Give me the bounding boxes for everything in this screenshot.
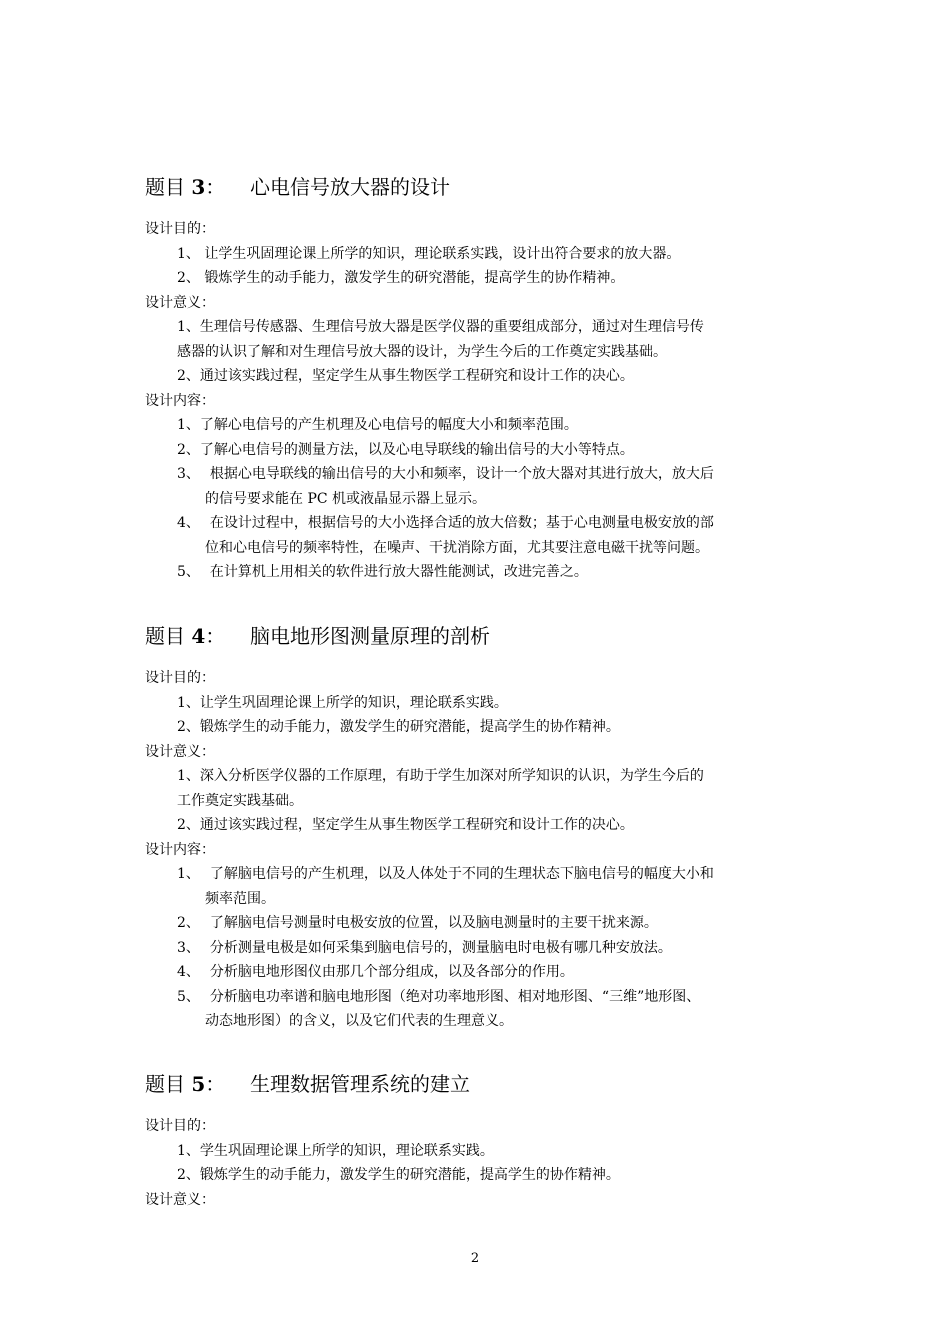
content-item: 2、了解心电信号的测量方法，以及心电导联线的输出信号的大小等特点。: [177, 441, 634, 458]
meaning-item: [145, 315, 815, 364]
item-number: 5、: [177, 564, 200, 580]
meaning-item: 2、通过该实践过程，坚定学生从事生物医学工程研究和设计工作的决心。: [177, 817, 634, 833]
item-text: 了解脑电信号的产生机理，以及人体处于不同的生理状态下脑电信号的幅度大小和: [209, 866, 714, 882]
item-text-continued: 动态地形图）的含义，以及它们代表的生理意义。: [205, 1013, 513, 1029]
item-number: 3、: [177, 466, 200, 482]
item-text: 了解脑电信号测量时电极安放的位置，以及脑电测量时的主要干扰来源。: [209, 915, 658, 931]
item-text: 分析脑电地形图仪由那几个部分组成，以及各部分的作用。: [209, 964, 574, 980]
page-number: 2: [470, 1251, 480, 1266]
content-label: 设计内容：: [145, 392, 215, 409]
content-item: [145, 985, 815, 1034]
topic-name: 脑电地形图测量原理的剖析: [250, 624, 490, 648]
content-item: [145, 862, 815, 911]
item-number: 5、: [177, 988, 200, 1005]
purpose-label: 设计目的：: [145, 221, 215, 237]
topic-name: 生理数据管理系统的建立: [250, 1072, 470, 1096]
item-text-continued: 位和心电信号的频率特性，在噪声、干扰消除方面，尤其要注意电磁干扰等问题。: [205, 539, 709, 556]
item-text: 分析测量电极是如何采集到脑电信号的，测量脑电时电极有哪几种安放法。: [209, 939, 672, 956]
content-item: [145, 936, 815, 961]
content-label: 设计内容：: [145, 841, 215, 858]
topic-number: 题目 5：: [145, 1072, 226, 1096]
content-item: [145, 911, 815, 936]
content-item: [145, 960, 815, 985]
topic-title: [145, 1068, 815, 1100]
content-item: [145, 462, 815, 511]
purpose-label: 设计目的：: [145, 670, 215, 686]
item-text: 在计算机上用相关的软件进行放大器性能测试，改进完善之。: [209, 564, 588, 580]
topic-title: [145, 171, 815, 203]
item-text: 根据心电导联线的输出信号的大小和频率，设计一个放大器对其进行放大，放大后: [209, 466, 714, 482]
item-number: 4、: [177, 964, 200, 980]
purpose-label: 设计目的：: [145, 1118, 215, 1134]
purpose-item: 1、让学生巩固理论课上所学的知识，理论联系实践。: [177, 694, 508, 711]
item-text: 在设计过程中，根据信号的大小选择合适的放大倍数；基于心电测量电极安放的部: [209, 515, 714, 531]
item-text-continued: 的信号要求能在 PC 机或液晶显示器上显示。: [205, 490, 487, 507]
topic-number: 题目 4：: [145, 624, 226, 648]
item-text: 分析脑电功率谱和脑电地形图（绝对功率地形图、相对地形图、“三维”地形图、: [209, 988, 701, 1005]
topic-title: [145, 620, 815, 652]
topic-section-3: [145, 171, 815, 585]
purpose-item: 2、锻炼学生的动手能力，激发学生的研究潜能，提高学生的协作精神。: [177, 719, 620, 735]
item-text-continued: 频率范围。: [205, 890, 275, 907]
meaning-item: [145, 764, 815, 813]
meaning-item-line: 1、深入分析医学仪器的工作原理，有助于学生加深对所学知识的认识，为学生今后的: [177, 768, 704, 784]
meaning-label: 设计意义：: [145, 1191, 215, 1208]
meaning-label: 设计意义：: [145, 743, 215, 760]
purpose-item: 1、 让学生巩固理论课上所学的知识，理论联系实践，设计出符合要求的放大器。: [177, 245, 681, 262]
topic-number: 题目 3：: [145, 175, 226, 199]
meaning-label: 设计意义：: [145, 294, 215, 311]
meaning-item: 2、通过该实践过程，坚定学生从事生物医学工程研究和设计工作的决心。: [177, 368, 634, 384]
content-item: 1、了解心电信号的产生机理及心电信号的幅度大小和频率范围。: [177, 417, 578, 433]
meaning-item-line: 1、生理信号传感器、生理信号放大器是医学仪器的重要组成部分，通过对生理信号传: [177, 319, 704, 335]
topic-section-5: [145, 1068, 815, 1212]
meaning-item-line: 工作奠定实践基础。: [177, 792, 303, 809]
item-number: 4、: [177, 515, 200, 531]
content-item: [145, 560, 815, 585]
item-number: 1、: [177, 866, 200, 882]
purpose-item: 1、学生巩固理论课上所学的知识，理论联系实践。: [177, 1142, 494, 1159]
topic-section-4: [145, 620, 815, 1034]
purpose-item: 2、锻炼学生的动手能力，激发学生的研究潜能，提高学生的协作精神。: [177, 1167, 620, 1183]
meaning-item-line: 感器的认识了解和对生理信号放大器的设计，为学生今后的工作奠定实践基础。: [177, 343, 667, 360]
item-number: 2、: [177, 915, 200, 931]
content-item: [145, 511, 815, 560]
topic-name: 心电信号放大器的设计: [250, 175, 450, 199]
item-number: 3、: [177, 939, 200, 956]
purpose-item: 2、 锻炼学生的动手能力，激发学生的研究潜能，提高学生的协作精神。: [177, 270, 625, 286]
